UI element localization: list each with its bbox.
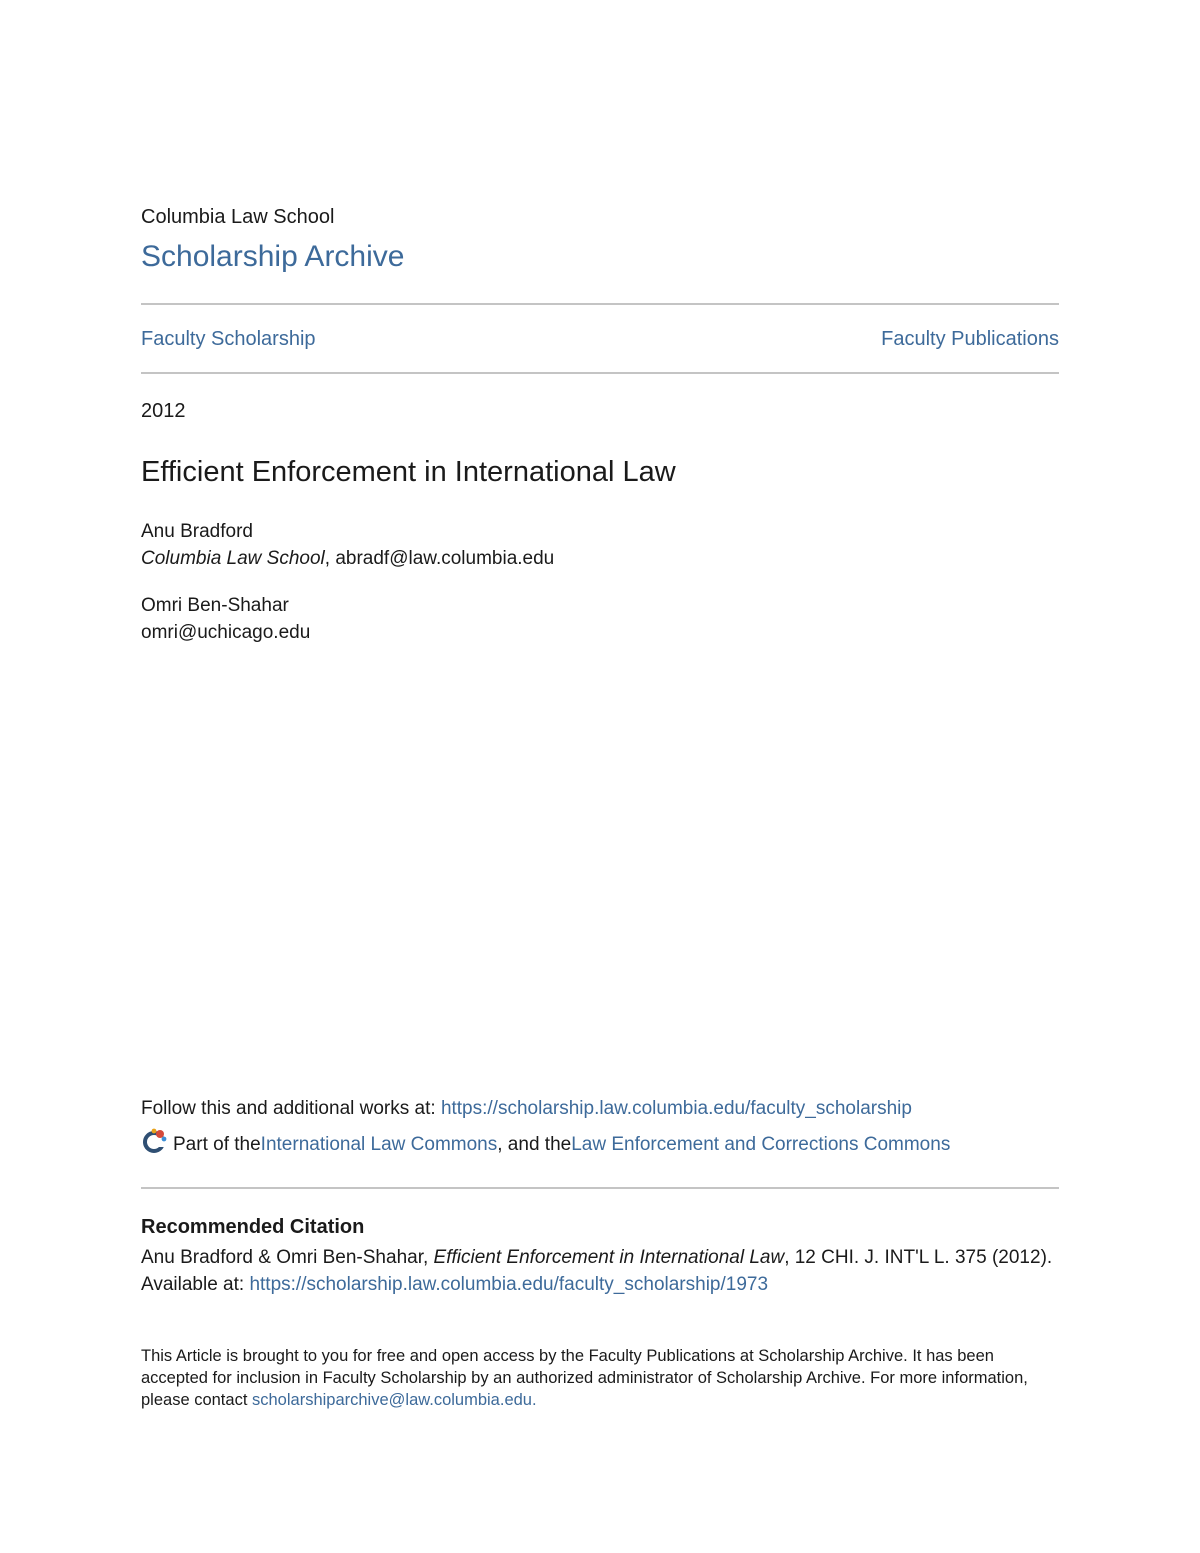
footer-text: This Article is brought to you for free and open access by the Faculty Publications at Scholarship Archive. It has been accepted for inclusion in Faculty Scholarship by an authorized administrator of Scholarship Archive. For more information, please contact — [141, 1347, 1028, 1409]
citation-url-link[interactable]: https://scholarship.law.columbia.edu/faculty_scholarship/1973 — [249, 1274, 769, 1295]
part-of-line — [141, 1132, 950, 1158]
footer-end: . — [531, 1391, 537, 1409]
author-block — [141, 592, 310, 646]
author-email: omri@uchicago.edu — [141, 622, 311, 643]
author-email: abradf@law.columbia.edu — [335, 548, 555, 569]
author-name: Anu Bradford — [141, 521, 253, 542]
follow-prefix: Follow this and additional works at: — [141, 1098, 441, 1119]
citation-text — [141, 1244, 1071, 1298]
divider-bottom — [141, 1187, 1059, 1189]
publication-year: 2012 — [141, 400, 186, 422]
part-of-prefix: Part of the — [173, 1134, 261, 1155]
commons-network-icon — [141, 1128, 167, 1154]
citation-source: , 12 CHI. J. INT'L L. 375 (2012). — [784, 1247, 1053, 1268]
cover-page — [141, 0, 1059, 1553]
contact-email-link[interactable]: scholarshiparchive@law.columbia.edu — [252, 1391, 532, 1409]
author-name: Omri Ben-Shahar — [141, 595, 289, 616]
divider-top — [141, 303, 1059, 305]
citation-authors: Anu Bradford & Omri Ben-Shahar, — [141, 1247, 434, 1268]
citation-line — [141, 1244, 1071, 1271]
author-separator: , — [324, 548, 336, 569]
law-enforcement-commons-link[interactable]: Law Enforcement and Corrections Commons — [571, 1134, 951, 1155]
international-law-commons-link[interactable]: International Law Commons — [260, 1134, 498, 1155]
footer-notice — [141, 1345, 1051, 1411]
collections-row — [141, 328, 1059, 351]
recommended-citation-heading: Recommended Citation — [141, 1216, 365, 1238]
available-prefix: Available at: — [141, 1274, 250, 1295]
follow-url-link[interactable]: https://scholarship.law.columbia.edu/faculty_scholarship — [440, 1098, 912, 1119]
divider-middle — [141, 372, 1059, 374]
author-affiliation-line — [141, 545, 554, 572]
part-of-middle: , and the — [497, 1134, 572, 1155]
archive-name-link[interactable]: Scholarship Archive — [141, 240, 405, 273]
follow-line — [141, 1098, 912, 1120]
author-block — [141, 518, 554, 572]
faculty-scholarship-link[interactable]: Faculty Scholarship — [141, 328, 316, 350]
faculty-publications-link[interactable]: Faculty Publications — [881, 328, 1059, 350]
article-title: Efficient Enforcement in International Law — [141, 456, 676, 488]
institution-name: Columbia Law School — [141, 206, 335, 228]
citation-title: Efficient Enforcement in International Law — [433, 1247, 785, 1268]
author-affiliation: Columbia Law School — [141, 548, 325, 569]
available-at-line — [141, 1271, 1071, 1298]
